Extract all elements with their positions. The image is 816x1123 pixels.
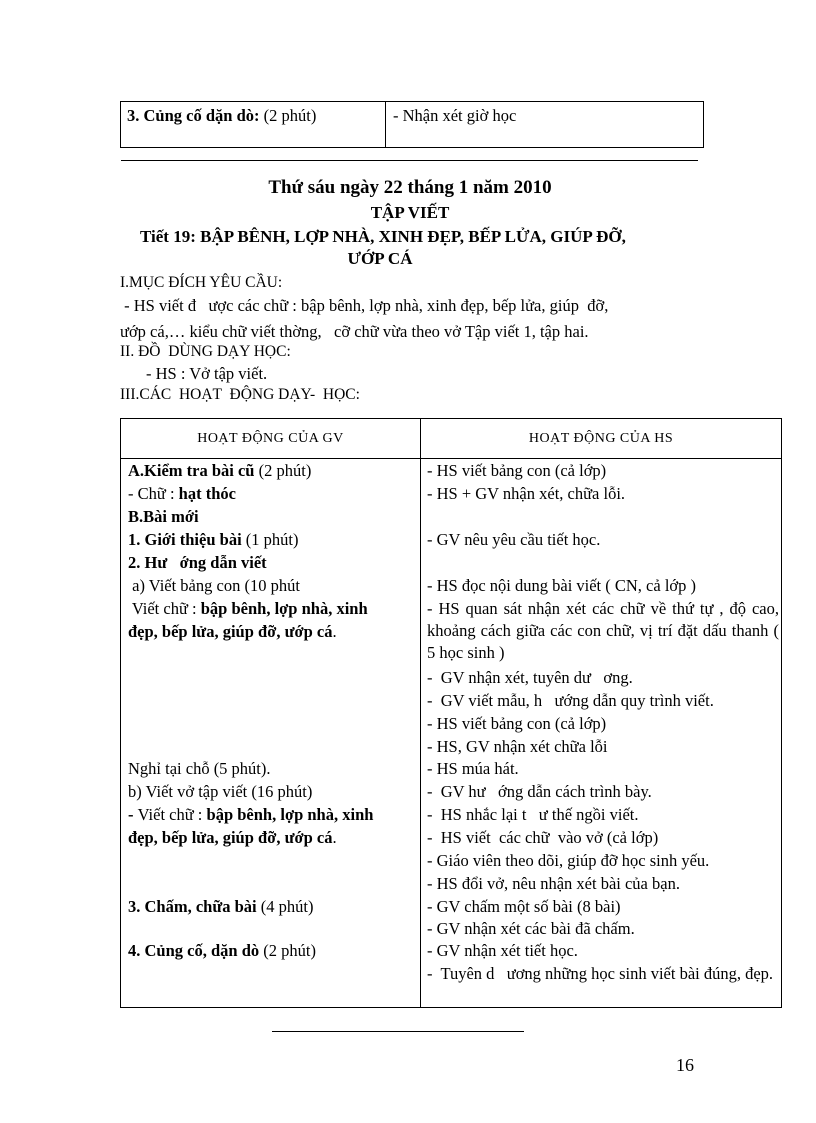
gv-row [128, 575, 300, 597]
hs-row: - HS + GV nhận xét, chữa lỗi. [427, 484, 626, 503]
gv-text: - Chữ : [128, 484, 179, 503]
hs-row: - GV nhận xét, tuyên dư ơng. [427, 668, 633, 687]
hs-row: - HS đọc nội dung bài viết ( CN, cả lớp ) [427, 576, 697, 595]
gv-bold: đẹp, bếp lửa, giúp đỡ, ướp cá [128, 622, 333, 641]
activity-table [120, 418, 782, 1008]
gv-text: (4 phút) [256, 897, 314, 916]
hs-row: - HS đổi vở, nêu nhận xét bài của bạn. [427, 874, 680, 893]
hs-row: - HS múa hát. [427, 759, 519, 778]
page-number: 16 [676, 1055, 694, 1075]
top-table-left-rest: (2 phút) [259, 106, 317, 125]
gv-text: . [332, 622, 337, 641]
gv-bold: 1. Giới thiệu bài [128, 530, 242, 549]
gv-text: Viết chữ : [137, 805, 207, 824]
gv-text: a) Viết bảng con (10 phút [128, 576, 300, 595]
lesson-prefix: Tiết 19: [140, 227, 201, 246]
section-3-title: III.CÁC HOẠT ĐỘNG DẠY- HỌC: [120, 386, 360, 403]
section-2-line-1: - HS : Vở tập viết. [146, 364, 268, 383]
subject-title: TẬP VIẾT [370, 203, 450, 222]
hs-row: - HS quan sát nhận xét các chữ về thứ tự , độ cao, khoảng cách giữa các con chữ, vị trí đặt dấu thanh ( 5 học sinh ) [427, 599, 779, 662]
gv-row [128, 598, 368, 620]
lesson-title-line1 [140, 227, 626, 247]
column-header-hs: HOẠT ĐỘNG CỦA HS [528, 431, 674, 446]
top-table-left-bold: 3. Củng cố dặn dò: [127, 106, 260, 125]
section-1-line-1: - HS viết đ ược các chữ : bập bênh, lợp nhà, xinh đẹp, bếp lửa, giúp đỡ, [120, 296, 609, 315]
gv-row [128, 483, 236, 505]
gv-row [128, 781, 312, 803]
top-table-right-cell: - Nhận xét giờ học [393, 106, 517, 125]
hs-row: - GV hư ớng dẫn cách trình bày. [427, 782, 652, 801]
section-1-line-2: ướp cá,… kiểu chữ viết thờng, cỡ chữ vừa theo vở Tập viết 1, tập hai. [120, 322, 589, 341]
gv-row [128, 896, 313, 918]
column-header-gv: HOẠT ĐỘNG CỦA GV [197, 431, 344, 446]
lesson-title-line2: ƯỚP CÁ [347, 249, 413, 268]
gv-text: (2 phút) [259, 941, 316, 960]
gv-row [128, 506, 199, 528]
hs-row: - Tuyên d ương những học sinh viết bài đúng, đẹp. [427, 964, 774, 983]
hs-row: - HS nhắc lại t ư thế ngồi viết. [427, 805, 639, 824]
section-1-title: I.MỤC ĐÍCH YÊU CẦU: [120, 274, 283, 291]
gv-row [128, 529, 298, 551]
hs-row: - GV chấm một số bài (8 bài) [427, 897, 621, 916]
hs-row: - HS viết bảng con (cả lớp) [427, 461, 607, 480]
header-divider [121, 458, 781, 459]
gv-bold: B.Bài mới [128, 507, 199, 526]
gv-row [128, 804, 373, 826]
hs-row: - GV nhận xét tiết học. [427, 941, 578, 960]
gv-row [128, 460, 311, 482]
page-date: Thứ sáu ngày 22 tháng 1 năm 2010 [268, 177, 552, 198]
end-divider [272, 1031, 524, 1032]
hs-row: - HS, GV nhận xét chữa lỗi [427, 737, 608, 756]
gv-bold: 3. Chấm, chữa bài [128, 897, 257, 916]
gv-bold: 4. Củng cố, dặn dò [128, 941, 260, 960]
hs-row: - GV nêu yêu cầu tiết học. [427, 530, 601, 549]
top-table-left-cell [121, 102, 386, 147]
gv-row [128, 621, 337, 643]
gv-text: Nghỉ tại chỗ (5 phút). [128, 759, 271, 778]
gv-row [128, 758, 271, 780]
gv-text: Viết chữ : [128, 599, 201, 618]
hs-row: - HS viết các chữ vào vở (cả lớp) [427, 828, 659, 847]
column-divider [420, 419, 421, 1007]
gv-bold: đẹp, bếp lửa, giúp đỡ, ướp cá [128, 828, 333, 847]
gv-row [128, 827, 337, 849]
gv-bold: bập bênh, lợp nhà, xinh [200, 599, 368, 618]
gv-text: . [332, 828, 337, 847]
gv-text: (1 phút) [241, 530, 299, 549]
gv-bold: 2. Hư ớng dẫn viết [128, 553, 267, 572]
gv-text: (2 phút) [254, 461, 312, 480]
gv-bold: A.Kiểm tra bài cũ [128, 461, 255, 480]
section-2-title: II. ĐỒ DÙNG DẠY HỌC: [120, 343, 291, 360]
lesson-title-text: BẬP BÊNH, LỢP NHÀ, XINH ĐẸP, BẾP LỬA, GIÚP ĐỠ, [200, 227, 626, 246]
hs-row: - GV nhận xét các bài đã chấm. [427, 919, 635, 938]
gv-text: b) Viết vở tập viết (16 phút) [128, 782, 313, 801]
hs-row: - GV viết mẫu, h ướng dẫn quy trình viết. [427, 691, 714, 710]
gv-bold: bập bênh, lợp nhà, xinh [206, 805, 374, 824]
top-table [120, 101, 704, 148]
section-divider [121, 160, 698, 161]
hs-row: - Giáo viên theo dõi, giúp đỡ học sinh yếu. [427, 851, 710, 870]
hs-row: - HS viết bảng con (cả lớp) [427, 714, 607, 733]
gv-row [128, 552, 267, 574]
gv-bold: - [128, 805, 138, 824]
gv-row [128, 940, 316, 962]
gv-bold: hạt thóc [178, 484, 236, 503]
